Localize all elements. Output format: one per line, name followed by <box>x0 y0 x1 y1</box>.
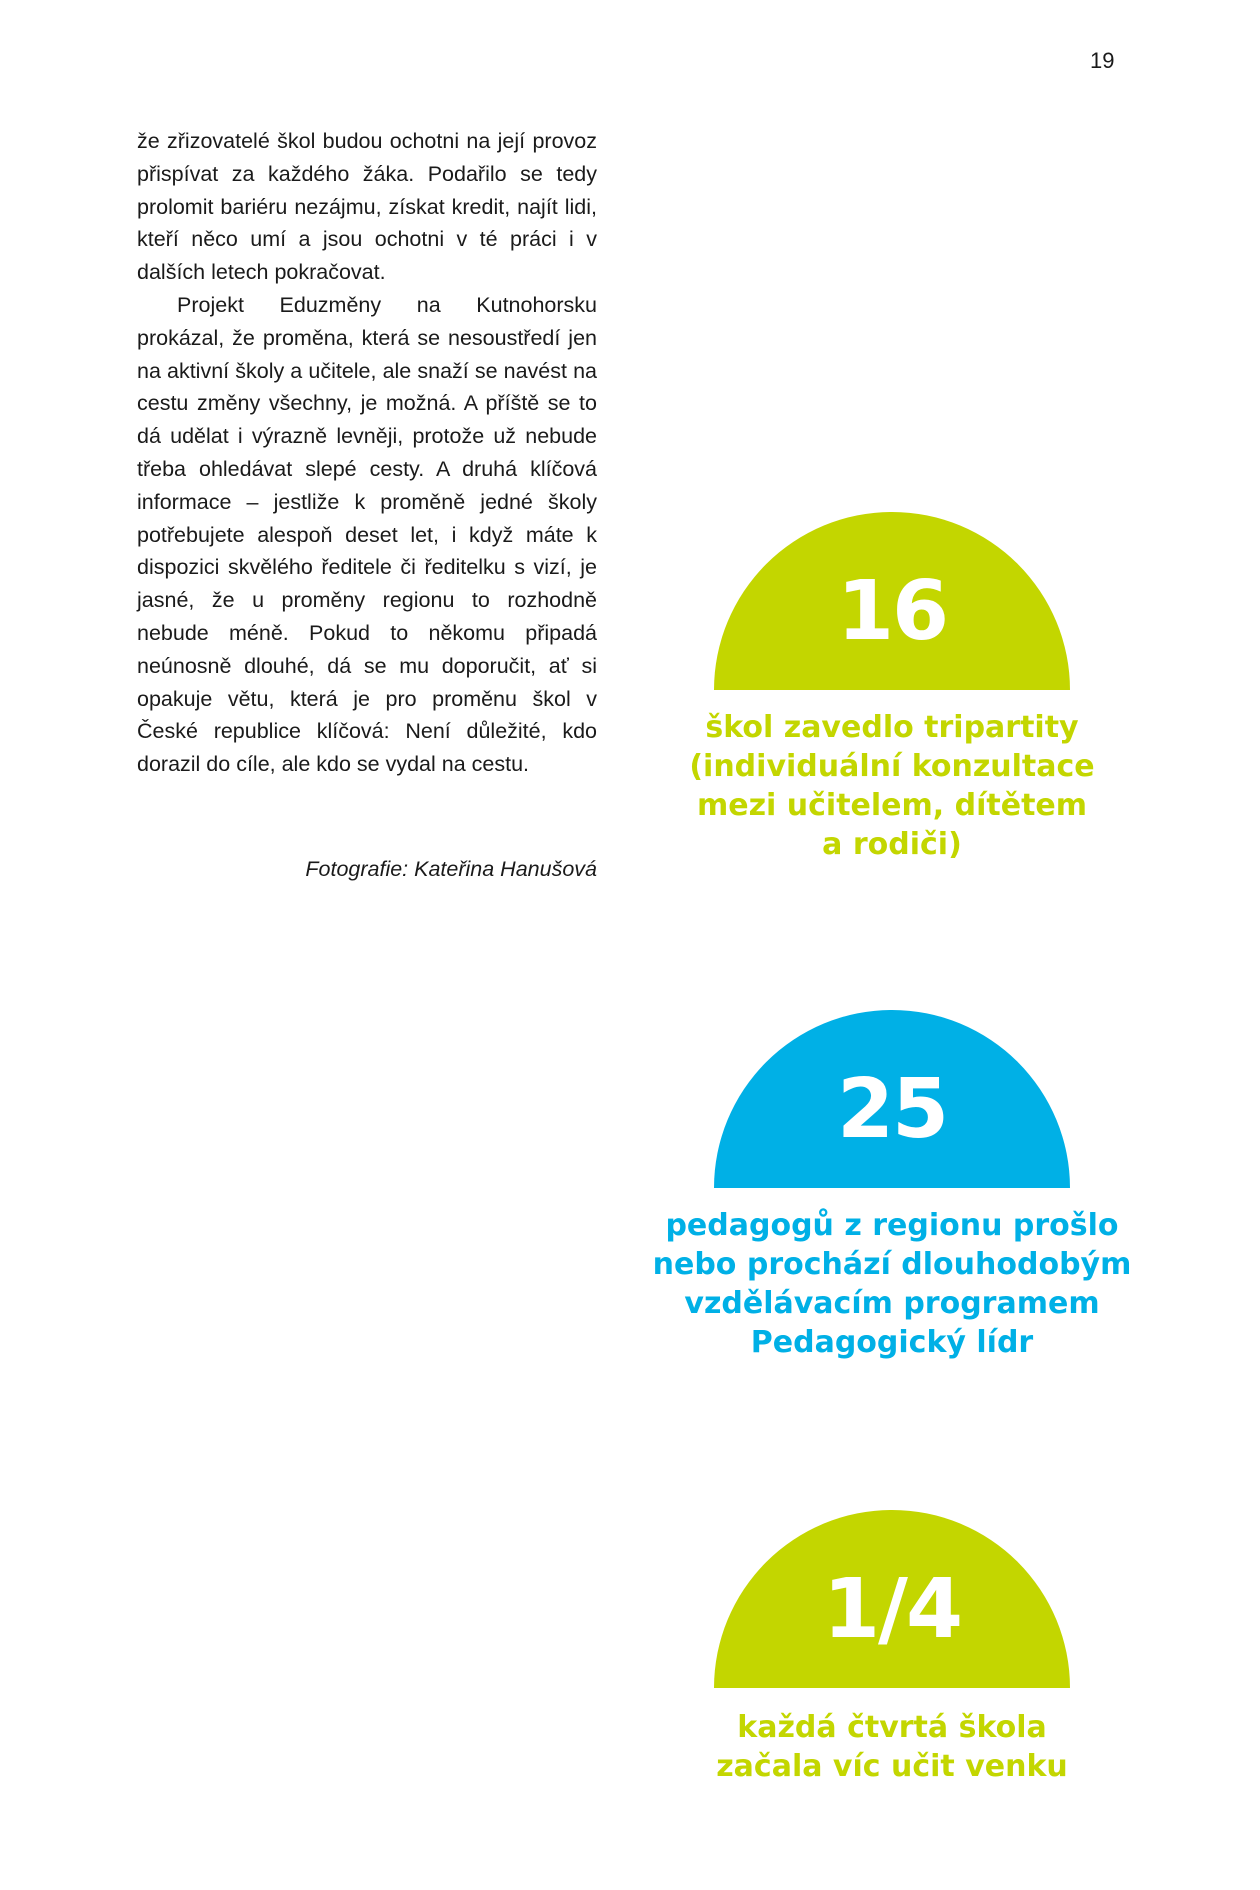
article-paragraph-2: Projekt Eduzměny na Kutnohorsku prokázal, že proměna, která se nesoustředí jen na aktivní školy a učitele, ale snaží se navést na cestu změny všechny, je možná. A příště se to dá udělat i výrazně levněji, protože už nebude třeba ohledávat slepé cesty. A druhá klíčová informace – jestliže k proměně jedné školy potřebujete alespoň deset let, i když máte k dispozici skvělého ředitele či ředitelku s vizí, je jasné, že u proměny regionu to rozhodně nebude méně. Pokud to někomu připadá neúnosně dlouhé, dá se mu doporučit, ať si opakuje větu, která je pro proměnu škol v České republice klíčová: Není důležité, kdo dorazil do cíle, ale kdo se vydal na cestu. <box>137 292 597 777</box>
stat-caption-1-line: mezi učitelem, dítětem <box>696 788 1088 823</box>
stat-value-1: 16 <box>836 563 948 659</box>
stat-caption-2 <box>640 1206 1144 1362</box>
stat-value-2: 25 <box>836 1061 948 1157</box>
stat-value-3: 1/4 <box>822 1561 962 1657</box>
stat-half-circle-2 <box>714 1010 1070 1188</box>
stat-caption-1 <box>640 708 1144 864</box>
stat-caption-2-line: vzdělávacím programem <box>684 1286 1100 1321</box>
stat-caption-2-line: nebo prochází dlouhodobým <box>652 1247 1132 1282</box>
stat-caption-3 <box>640 1708 1144 1786</box>
photo-credit: Fotografie: Kateřina Hanušová <box>305 857 597 881</box>
stat-caption-1-line: škol zavedlo tripartity <box>705 710 1079 745</box>
stat-caption-1-line: a rodiči) <box>822 827 962 862</box>
page-number: 19 <box>1090 48 1115 73</box>
stat-caption-3-line: začala víc učit venku <box>716 1749 1068 1784</box>
stat-half-circle-1 <box>714 512 1070 690</box>
stat-caption-2-line: Pedagogický lídr <box>750 1325 1034 1360</box>
stat-half-circle-3 <box>714 1510 1070 1688</box>
article-text <box>137 125 597 781</box>
stat-caption-1-line: (individuální konzultace <box>689 749 1095 784</box>
stat-caption-3-line: každá čtvrtá škola <box>737 1710 1047 1745</box>
stat-caption-2-line: pedagogů z regionu prošlo <box>665 1208 1119 1243</box>
article-paragraph-1: že zřizovatelé škol budou ochotni na její provoz přispívat za každého žáka. Podařilo se tedy prolomit bariéru nezájmu, získat kredit, najít lidi, kteří něco umí a jsou ochotni v té práci i v dalších letech pokračovat. <box>137 129 597 285</box>
